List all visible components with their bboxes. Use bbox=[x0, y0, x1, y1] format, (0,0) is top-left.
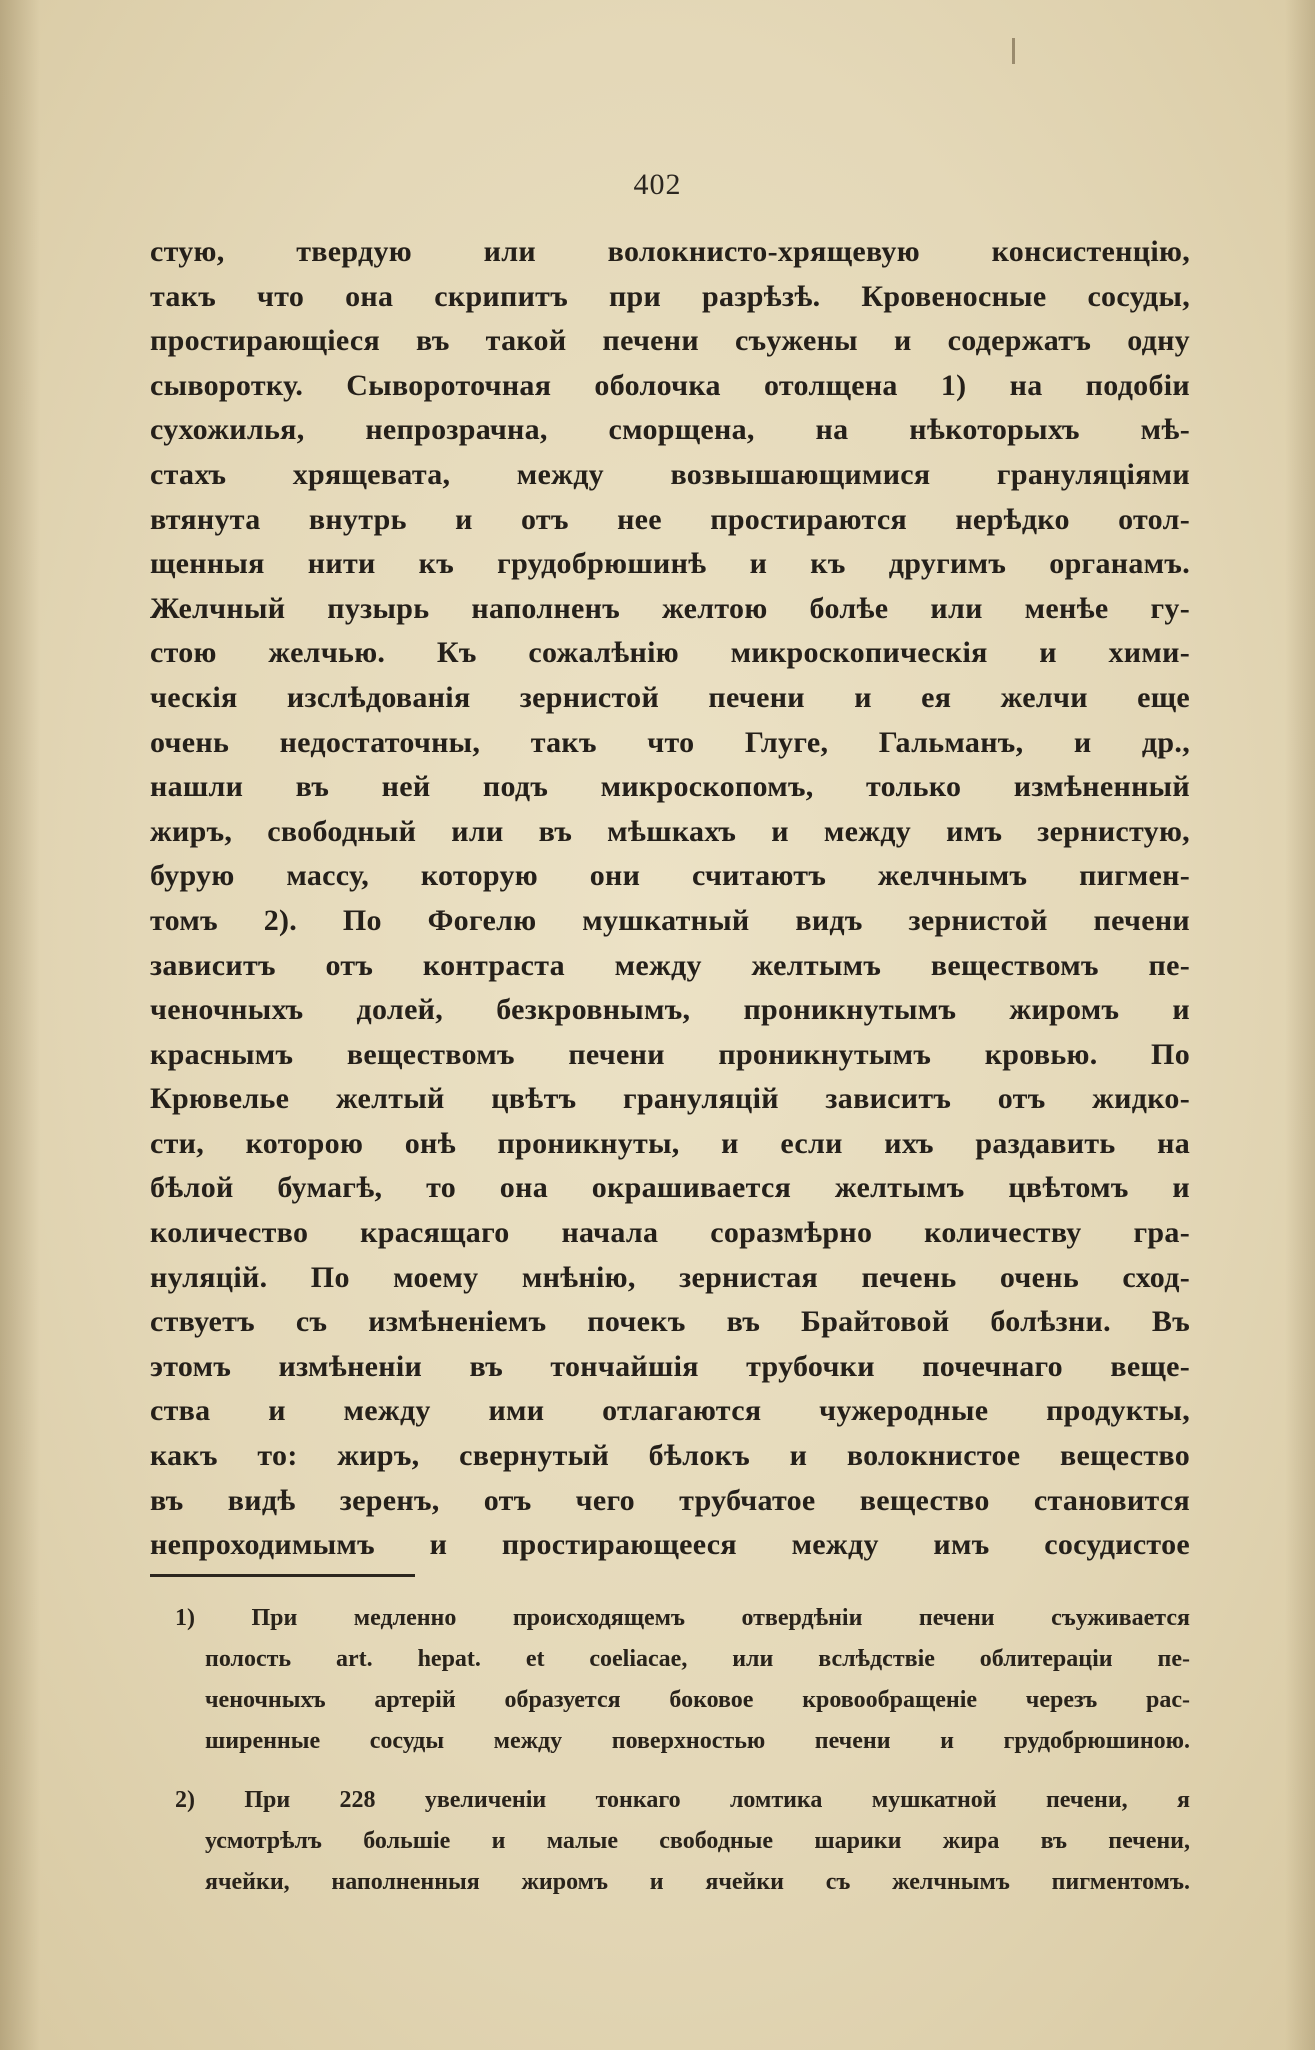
text-line: такъ что она скрипитъ при разрѣзѣ. Кровеносные сосуды, bbox=[150, 279, 1190, 313]
paper-mark bbox=[1012, 38, 1015, 64]
text-line: непроходимымъ и простирающееся между имъ сосудистое bbox=[150, 1528, 1190, 1562]
footnote-line: 2) При 228 увеличеніи тонкаго ломтика мушкатной печени, я bbox=[175, 1787, 1190, 1813]
footnote-line: ячейки, наполненныя жиромъ и ячейки съ желчнымъ пигментомъ. bbox=[205, 1869, 1190, 1895]
text-line: простирающіеся въ такой печени съужены и содержатъ одну bbox=[150, 324, 1190, 358]
footnote-2 bbox=[150, 1780, 1190, 1903]
text-line: Крювелье желтый цвѣтъ грануляцій зависитъ отъ жидко- bbox=[150, 1082, 1190, 1116]
text-line: стую, твердую или волокнисто-хрящевую консистенцію, bbox=[150, 235, 1190, 268]
text-line: зависитъ отъ контраста между желтымъ веществомъ пе- bbox=[150, 948, 1190, 982]
text-line: очень недостаточны, такъ что Глуге, Гальманъ, и др., bbox=[150, 725, 1190, 759]
footnote-separator-rule bbox=[150, 1574, 415, 1577]
text-line: нашли въ ней подъ микроскопомъ, только измѣненный bbox=[150, 770, 1190, 804]
text-line: количество красящаго начала соразмѣрно количеству гра- bbox=[150, 1216, 1190, 1250]
text-line: стахъ хрящевата, между возвышающимися грануляціями bbox=[150, 457, 1190, 491]
text-line: стою желчью. Къ сожалѣнію микроскопическія и хими- bbox=[150, 636, 1190, 670]
text-line: этомъ измѣненіи въ тончайшія трубочки почечнаго веще- bbox=[150, 1349, 1190, 1383]
text-line: сти, которою онѣ проникнуты, и если ихъ раздавить на bbox=[150, 1126, 1190, 1160]
page-edge-shadow-right bbox=[1285, 0, 1315, 2050]
text-line: какъ то: жиръ, свернутый бѣлокъ и волокнистое вещество bbox=[150, 1439, 1190, 1473]
footnote-line: усмотрѣлъ большіе и малые свободные шарики жира въ печени, bbox=[205, 1828, 1190, 1854]
text-line: ствуетъ съ измѣненіемъ почекъ въ Брайтовой болѣзни. Въ bbox=[150, 1305, 1190, 1339]
text-line: жиръ, свободный или въ мѣшкахъ и между имъ зернистую, bbox=[150, 814, 1190, 848]
page-number: 402 bbox=[633, 168, 682, 201]
footnotes bbox=[150, 1598, 1190, 1921]
text-line: сухожилья, непрозрачна, сморщена, на нѣкоторыхъ мѣ- bbox=[150, 413, 1190, 447]
page-edge-shadow-left bbox=[0, 0, 40, 2050]
footnote-line: 1) При медленно происходящемъ отвердѣніи печени съуживается bbox=[175, 1605, 1190, 1631]
text-line: втянута внутрь и отъ нее простираются нерѣдко отол- bbox=[150, 502, 1190, 536]
footnote-line: полость art. hepat. et coeliacae, или вслѣдствіе облитераціи пе- bbox=[205, 1646, 1190, 1672]
footnote-1 bbox=[150, 1598, 1190, 1762]
text-line: нуляцій. По моему мнѣнію, зернистая печень очень сход- bbox=[150, 1260, 1190, 1294]
footnote-line: ченочныхъ артерій образуется боковое кровообращеніе черезъ рас- bbox=[205, 1687, 1190, 1713]
text-line: бурую массу, которую они считаютъ желчнымъ пигмен- bbox=[150, 859, 1190, 893]
text-line: Желчный пузырь наполненъ желтою болѣе или менѣе гу- bbox=[150, 591, 1190, 625]
text-line: ческія изслѣдованія зернистой печени и ея желчи еще bbox=[150, 680, 1190, 714]
text-line: ства и между ими отлагаются чужеродные продукты, bbox=[150, 1394, 1190, 1428]
text-line: сыворотку. Сывороточная оболочка отолщена 1) на подобіи bbox=[150, 368, 1190, 402]
text-line: томъ 2). По Фогелю мушкатный видъ зернистой печени bbox=[150, 903, 1190, 937]
footnote-line: ширенные сосуды между поверхностью печени и грудобрюшиною. bbox=[205, 1728, 1190, 1754]
text-line: ченочныхъ долей, безкровнымъ, проникнутымъ жиромъ и bbox=[150, 993, 1190, 1027]
text-line: въ видѣ зеренъ, отъ чего трубчатое вещество становится bbox=[150, 1483, 1190, 1517]
text-line: краснымъ веществомъ печени проникнутымъ кровью. По bbox=[150, 1037, 1190, 1071]
body-text bbox=[150, 230, 1190, 1568]
text-line: бѣлой бумагѣ, то она окрашивается желтымъ цвѣтомъ и bbox=[150, 1171, 1190, 1205]
text-line: щенныя нити къ грудобрюшинѣ и къ другимъ органамъ. bbox=[150, 547, 1190, 581]
